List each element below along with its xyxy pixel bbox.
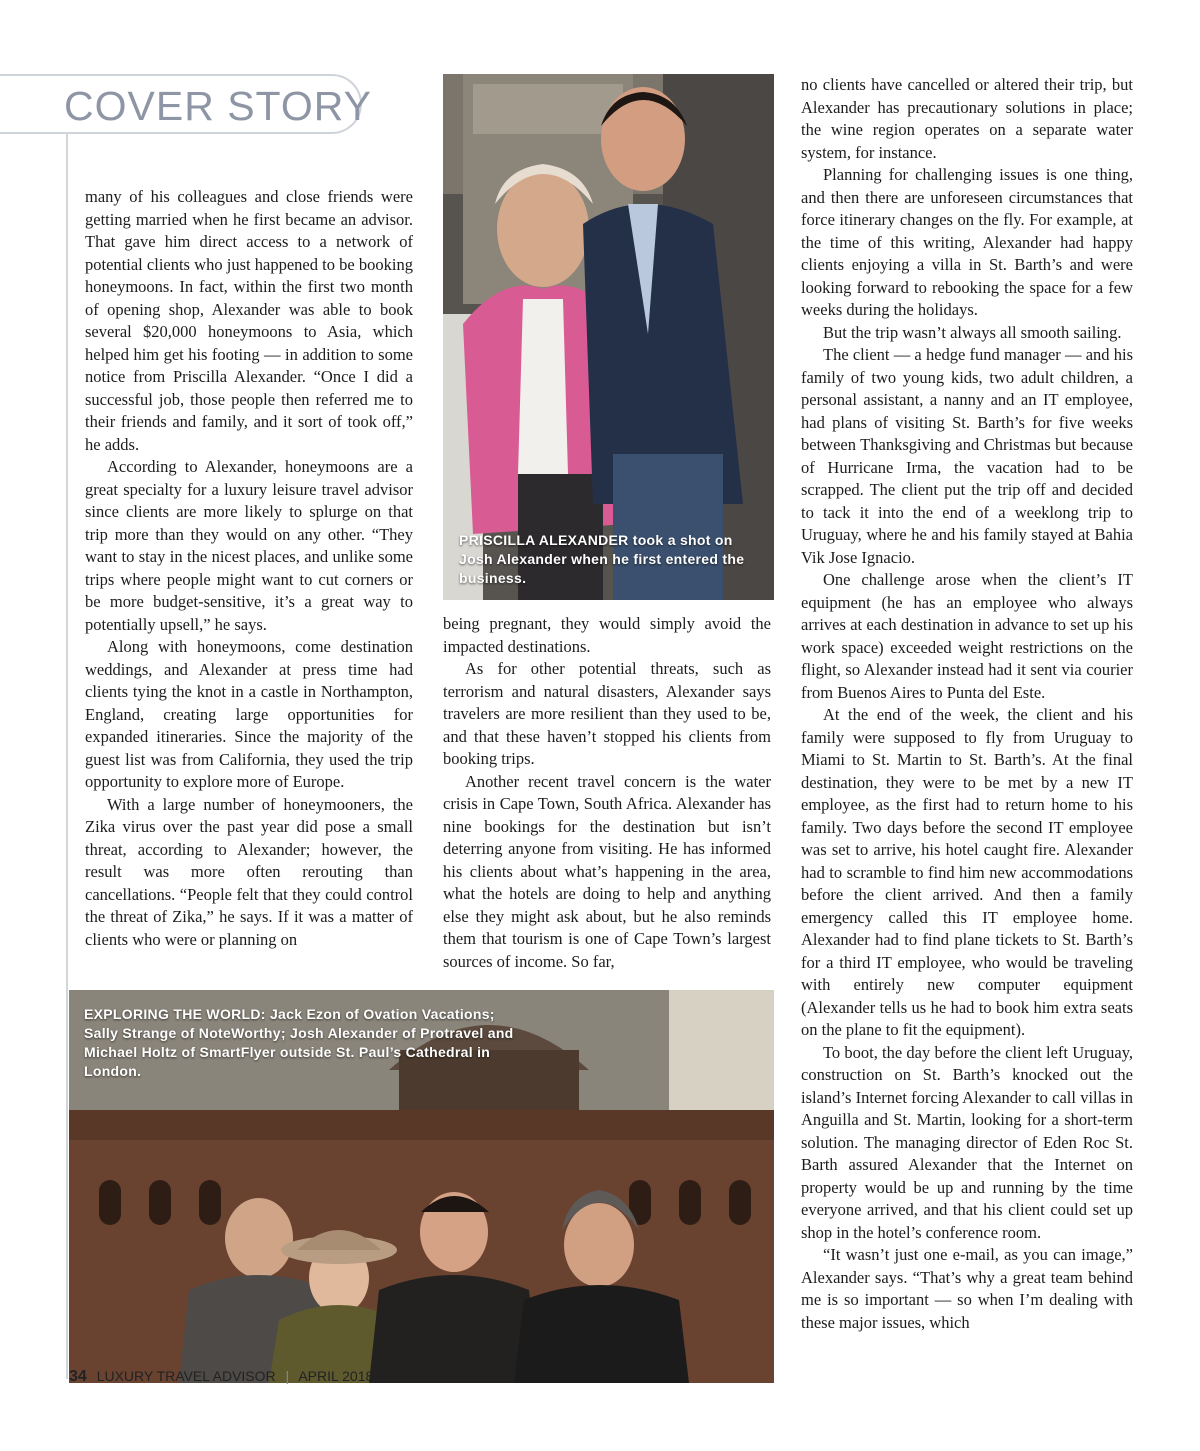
paragraph: Planning for challenging issues is one thing, and then there are unforeseen circumstances that force itinerary changes on the fly. For example, at the time of this writing, Alexander had happy clients enjoying a villa in St. Barth’s and were looking forward to rebooking the space for a few weeks during the holidays.: [801, 165, 1133, 319]
paragraph: One challenge arose when the client’s IT equipment (he has an employee who always arrives at each destination in advance to set up his work space) exceeded weight restrictions on the flight, so Alexander instead had it sent via courier from Buenos Aires to Punta del Este.: [801, 570, 1133, 702]
paragraph: But the trip wasn’t always all smooth sailing.: [823, 322, 1122, 342]
paragraph: To boot, the day before the client left Uruguay, construction on St. Barth’s knocked out the island’s Internet forcing Alexander to call villas in Anguilla and St. Martin, looking for a short-term solution. The managing director of Eden Roc St. Barth assured Alexander that the Internet on property would be up and running by the time everyone arrived, and that his client could set up shop in the hotel’s conference room.: [801, 1042, 1133, 1242]
paragraph: no clients have cancelled or altered their trip, but Alexander has precautionary solutions in place; the wine region operates on a separate water system, for instance.: [801, 75, 1133, 162]
publication-name: LUXURY TRAVEL ADVISOR: [96, 1368, 276, 1384]
paragraph: With a large number of honeymooners, the Zika virus over the past year did pose a small threat, according to Alexander; however, the result was more often rerouting than cancellations. “People felt that they could control the threat of Zika,” he says. If it was a matter of clients who were or planning on: [85, 794, 413, 949]
paragraph: According to Alexander, honeymoons are a great specialty for a luxury leisure travel advisor since clients are more likely to splurge on that trip more than they would on any other. “They want to stay in the nicest places, and unlike some trips where people might want to cut corners or be more budget-sensitive, it’s a great way to potentially upsell,” he says.: [85, 457, 413, 634]
photo-caption: PRISCILLA ALEXANDER took a shot on Josh Alexander when he first entered the business.: [459, 532, 745, 586]
footer-separator: |: [285, 1368, 290, 1384]
column-middle: [443, 613, 771, 973]
paragraph: Along with honeymoons, come destination weddings, and Alexander at press time had clients tying the knot in a castle in Northampton, England, creating large opportunities for expanded itineraries. Since the majority of the guest list was from California, they used the trip opportunity to explore more of Europe.: [85, 637, 413, 791]
page-number: 34: [69, 1368, 87, 1385]
paragraph: Another recent travel concern is the water crisis in Cape Town, South Africa. Alexander has nine bookings for the destination but isn’t deterring anyone from visiting. He has informed his clients about what’s happening in the area, what the hotels are doing to help and anything else they might ask about, but he also reminds them that tourism is one of Cape Town’s largest sources of income. So far,: [443, 771, 771, 971]
paragraph: As for other potential threats, such as terrorism and natural disasters, Alexander says travelers are more resilient than they used to be, and that these haven’t stopped his clients from booking trips.: [443, 659, 771, 768]
paragraph: being pregnant, they would simply avoid the impacted destinations.: [443, 614, 771, 656]
paragraph: The client — a hedge fund manager — and his family of two young kids, two adult children, a personal assistant, a nanny and an IT employee, had plans of visiting St. Barth’s for five weeks between Thanksgiving and Christmas but because of Hurricane Irma, the vacation had to be scrapped. The client put the trip off and decided to tack it into the end of a weeklong trip to Uruguay, where he and his family stayed at Bahia Vik Jose Ignacio.: [801, 345, 1133, 567]
page-footer: [69, 1366, 373, 1387]
paragraph: many of his colleagues and close friends were getting married when he first became an advisor. That gave him direct access to a network of potential clients who just happened to be booking honeymoons. In fact, within the first two month of opening shop, Alexander was able to book several $20,000 honeymoons to Asia, which helped him get his footing — in addition to some notice from Priscilla Alexander. “Once I did a successful job, those people then referred me to their friends and family, and it sort of took off,” he adds.: [85, 187, 413, 454]
paragraph: “It wasn’t just one e-mail, as you can image,” Alexander says. “That’s why a great team behind me is so important — so when I’m dealing with these major issues, which: [801, 1245, 1133, 1332]
column-rule: [66, 134, 68, 1379]
paragraph: At the end of the week, the client and his family were supposed to fly from Uruguay to Miami to St. Martin to St. Barth’s. At the final destination, they were to be met by a new IT employee, as the first had to return home to his family. Two days before the second IT employee was set to arrive, his hotel caught fire. Alexander had to scramble to find him new accommodations before the client arrived. And then a family emergency called this IT employee home. Alexander had to find plane tickets to St. Barth’s for a third IT employee, who would be traveling with entirely new computer equipment (Alexander tells us he had to book him extra seats on the plane to fit the equipment).: [801, 705, 1133, 1039]
photo-priscilla-josh: [443, 74, 774, 600]
column-left: [85, 186, 413, 951]
column-right: [801, 74, 1133, 1334]
issue-date: APRIL 2018: [298, 1368, 374, 1384]
photo-caption: EXPLORING THE WORLD: Jack Ezon of Ovation Vacations; Sally Strange of NoteWorthy; Josh Alexander of Protravel and Michael Holtz of SmartFlyer outside St. Paul’s Cathedral in London.: [84, 1006, 514, 1079]
section-title: COVER STORY: [64, 83, 372, 129]
